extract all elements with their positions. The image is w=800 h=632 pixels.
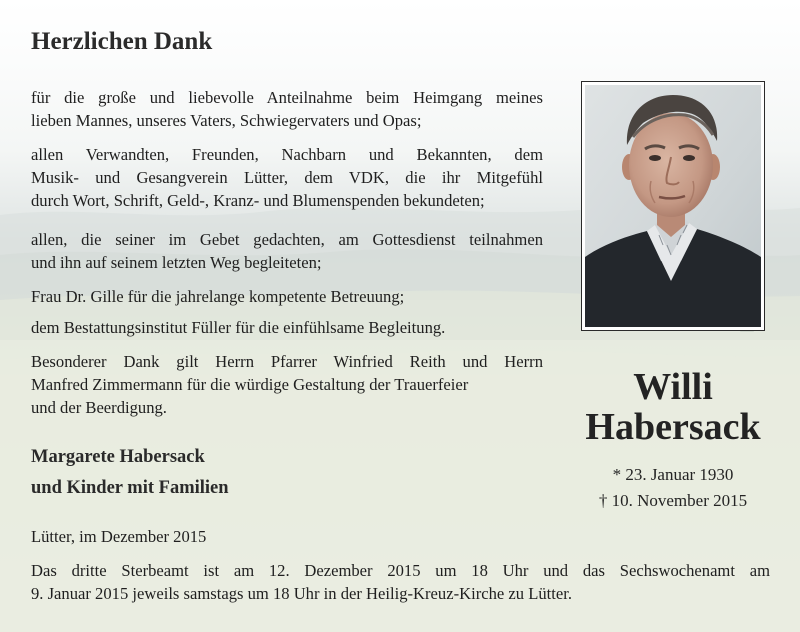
text-line: durch Wort, Schrift, Geld-, Kranz- und Blumenspenden bekundeten; [31,191,485,210]
text-line: dem Bestattungsinstitut Füller für die einfühlsame Begleitung. [31,318,446,337]
signer-family: und Kinder mit Familien [31,478,229,498]
text-line: und ihn auf seinem letzten Weg begleiteten; [31,253,322,272]
portrait-photo-frame [581,81,765,331]
text-line: allen Verwandten, Freunden, Nachbarn und Bekannten, dem [31,145,543,164]
announcement-line: 9. Januar 2015 jeweils samstags um 18 Uhr in der Heilig-Kreuz-Kirche zu Lütter. [31,584,572,603]
announcement-line: Das dritte Sterbeamt ist am 12. Dezember 2015 um 18 Uhr und das Sechswochenamt am [31,561,770,580]
text-line: Manfred Zimmermann für die würdige Gestaltung der Trauerfeier [31,375,469,394]
text-line: lieben Mannes, unseres Vaters, Schwiegervaters und Opas; [31,111,422,130]
heading: Herzlichen Dank [31,28,213,55]
text-line: Frau Dr. Gille für die jahrelange kompetente Betreuung; [31,287,405,306]
text-line: allen, die seiner im Gebet gedachten, am Gottesdienst teilnahmen [31,230,543,249]
portrait-photo [585,85,761,327]
text-line: und der Beerdigung. [31,398,167,417]
text-line: für die große und liebevolle Anteilnahme beim Heimgang meines [31,88,543,107]
deceased-first-name: Willi [633,366,713,408]
birth-date: * 23. Januar 1930 [612,465,734,484]
signer-name: Margarete Habersack [31,447,205,467]
text-line: Besonderer Dank gilt Herrn Pfarrer Winfried Reith und Herrn [31,352,543,371]
place-date: Lütter, im Dezember 2015 [31,527,207,546]
deceased-last-name: Habersack [585,406,761,448]
death-date: † 10. November 2015 [598,491,748,510]
text-line: Musik- und Gesangverein Lütter, dem VDK, die ihr Mitgefühl [31,168,543,187]
